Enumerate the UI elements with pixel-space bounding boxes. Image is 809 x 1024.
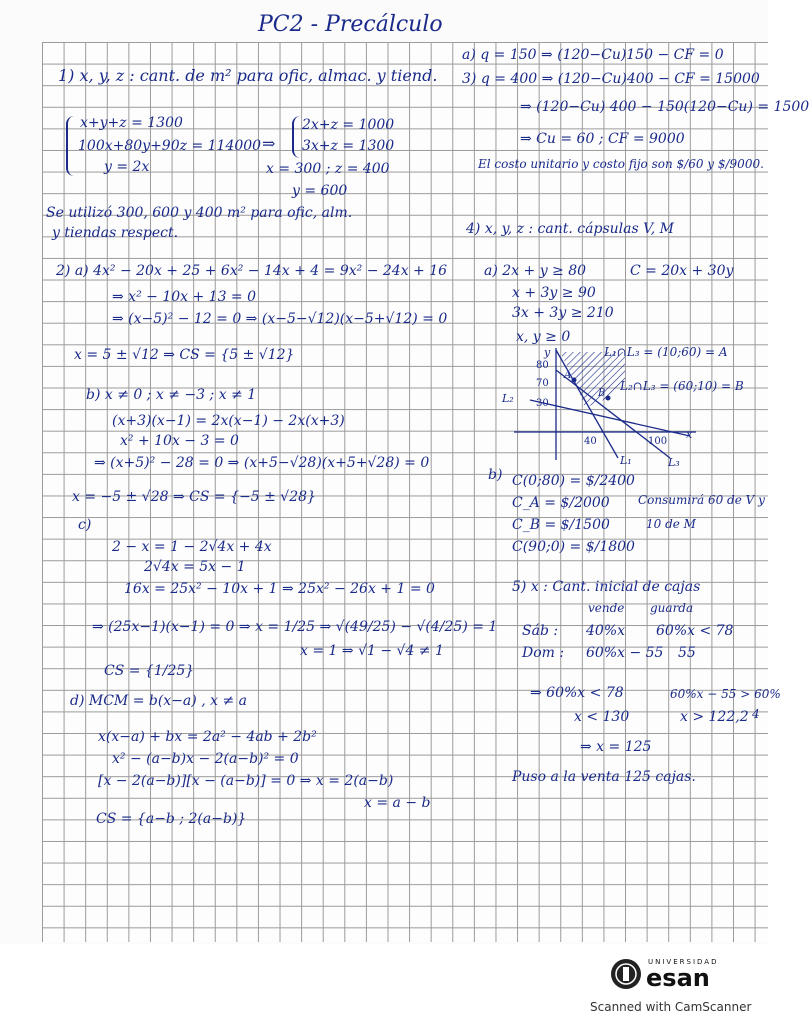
p1-red1: 2x+z = 1000 <box>302 117 395 133</box>
p2c-line4: ⇒ (25x−1)(x−1) = 0 ⇒ x = 1/25 ⇒ √(49/25) − √(4/25) = 1 <box>92 619 498 635</box>
x-axis-label: x <box>686 428 693 441</box>
col-vende: vende <box>588 601 625 615</box>
p4-conclusion-1: Consumirá 60 de V y <box>638 493 765 507</box>
system-brace <box>66 116 76 176</box>
page-title: PC2 - Precálculo <box>258 12 443 37</box>
p2c-line3: 16x = 25x² − 10x + 1 ⇒ 25x² − 26x + 1 = 0 <box>124 581 435 597</box>
p2d-line3: x² − (a−b)x − 2(a−b)² = 0 <box>112 751 299 767</box>
tick-80: 80 <box>536 360 549 371</box>
intersection-b: L₂∩L₃ = (60;10) = B <box>620 379 744 393</box>
p4b-cost-1: C(0;80) = $/2400 <box>512 473 635 489</box>
p2b-result: x = −5 ± √28 ⇒ CS = {−5 ± √28} <box>72 489 316 505</box>
p4-heading: 4) x, y, z : cant. cápsulas V, M <box>466 221 674 237</box>
p2c-line5: x = 1 ⇒ √1 − √4 ≠ 1 <box>300 643 444 659</box>
p4-conclusion-2: 10 de M <box>646 517 696 531</box>
line-l2 <box>530 400 690 436</box>
p1-sol1: x = 300 ; z = 400 <box>266 161 390 177</box>
p4b-cost-3: C_B = $/1500 <box>512 517 610 533</box>
sab-vende: 40%x <box>586 623 626 639</box>
esan-wordmark: esan <box>646 964 710 992</box>
implies-arrow: ⇒ <box>262 134 276 153</box>
tick-70: 70 <box>536 378 549 389</box>
row-dom: Dom : <box>522 645 565 661</box>
label-l3: L₃ <box>668 456 680 469</box>
p5-ineq-2: 60%x − 55 > 60% <box>670 687 781 701</box>
tick-30: 30 <box>536 398 549 409</box>
col-guarda: guarda <box>650 601 694 615</box>
p2d-result: CS = {a−b ; 2(a−b)} <box>96 811 247 827</box>
p5-ineq-4: x > 122,2 <box>680 709 749 725</box>
y-axis-label: y <box>544 346 551 359</box>
tick-100: 100 <box>648 436 668 447</box>
label-b: B <box>598 388 606 399</box>
p2d-line4: [x − 2(a−b)][x − (a−b)] = 0 ⇒ x = 2(a−b) <box>98 773 394 789</box>
p5-heading: 5) x : Cant. inicial de cajas <box>512 579 701 595</box>
p2c-label: c) <box>78 517 92 533</box>
p3-line4: ⇒ Cu = 60 ; CF = 9000 <box>520 131 685 147</box>
scanned-with-label: Scanned with CamScanner <box>590 1000 752 1014</box>
p4-constraint-2: x + 3y ≥ 90 <box>512 285 596 301</box>
p5-ineq-1: ⇒ 60%x < 78 <box>530 685 624 701</box>
sab-guarda: 60%x < 78 <box>656 623 734 639</box>
p4b-cost-4: C(90;0) = $/1800 <box>512 539 635 555</box>
p2a-line1: 2) a) 4x² − 20x + 25 + 6x² − 14x + 4 = 9x² − 24x + 16 <box>56 263 448 279</box>
p4b-label: b) <box>488 467 503 483</box>
p2c-line1: 2 − x = 1 − 2√4x + 4x <box>112 539 272 555</box>
p2b-line3: x² + 10x − 3 = 0 <box>120 433 239 449</box>
p2c-result: CS = {1/25} <box>104 663 195 679</box>
p1-conclusion-1: Se utilizó 300, 600 y 400 m² para ofic, alm. <box>46 205 353 221</box>
p1-sol2: y = 600 <box>292 183 348 199</box>
point-a <box>572 378 577 383</box>
dom-vende: 60%x − 55 <box>586 645 664 661</box>
p2d-line5: x = a − b <box>364 795 431 811</box>
p5-conclusion: Puso a la venta 125 cajas. <box>512 769 696 785</box>
p4-constraint-4: x, y ≥ 0 <box>516 329 571 345</box>
p1-conclusion-2: y tiendas respect. <box>52 225 179 241</box>
p4-objective: C = 20x + 30y <box>630 263 734 279</box>
label-l1: L₁ <box>620 454 632 467</box>
p4b-cost-2: C_A = $/2000 <box>512 495 610 511</box>
p3-line1: a) q = 150 ⇒ (120−Cu)150 − CF = 0 <box>462 47 724 63</box>
p5-ineq-2-denominator: 4 <box>752 707 760 721</box>
label-l2: L₂ <box>502 392 514 405</box>
p1-eq2: 100x+80y+90z = 114000 <box>78 138 262 154</box>
dom-guarda: 55 <box>678 645 696 661</box>
point-b <box>606 396 611 401</box>
p3-line3: ⇒ (120−Cu) 400 − 150(120−Cu) = 1500 <box>520 99 809 115</box>
p2a-line2: ⇒ x² − 10x + 13 = 0 <box>112 289 257 305</box>
intersection-a: L₁∩L₃ = (10;60) = A <box>604 345 728 359</box>
p2d-line2: x(x−a) + bx = 2a² − 4ab + 2b² <box>98 729 317 745</box>
p2c-line2: 2√4x = 5x − 1 <box>144 559 246 575</box>
p4-constraint-1: a) 2x + y ≥ 80 <box>484 263 587 279</box>
p4-constraint-3: 3x + 3y ≥ 210 <box>512 305 614 321</box>
tick-40: 40 <box>584 436 597 447</box>
p5-result: ⇒ x = 125 <box>580 739 652 755</box>
p1-eq3: y = 2x <box>104 159 150 175</box>
p2a-line3: ⇒ (x−5)² − 12 = 0 ⇒ (x−5−√12)(x−5+√12) = 0 <box>112 311 448 327</box>
p3-conclusion: El costo unitario y costo fijo son $/60 y $/9000. <box>478 157 764 171</box>
p3-line2: 3) q = 400 ⇒ (120−Cu)400 − CF = 15000 <box>462 71 760 87</box>
p1-red2: 3x+z = 1300 <box>302 138 395 154</box>
p1-eq1: x+y+z = 1300 <box>80 115 183 131</box>
label-a: A <box>564 370 572 381</box>
reduced-brace <box>292 116 302 158</box>
p2a-result: x = 5 ± √12 ⇒ CS = {5 ± √12} <box>74 347 295 363</box>
problem-1-heading: 1) x, y, z : cant. de m² para ofic, almac. y tiend. <box>58 66 438 85</box>
p2b-restrictions: b) x ≠ 0 ; x ≠ −3 ; x ≠ 1 <box>86 387 257 403</box>
p2b-line4: ⇒ (x+5)² − 28 = 0 ⇒ (x+5−√28)(x+5+√28) = 0 <box>94 455 430 471</box>
feasible-region-graph <box>500 340 710 470</box>
p5-ineq-3: x < 130 <box>574 709 630 725</box>
p2b-line2: (x+3)(x−1) = 2x(x−1) − 2x(x+3) <box>112 413 345 429</box>
p2d-line1: d) MCM = b(x−a) , x ≠ a <box>70 693 247 709</box>
university-label: UNIVERSIDAD <box>648 958 719 966</box>
row-sab: Sáb : <box>522 623 559 639</box>
